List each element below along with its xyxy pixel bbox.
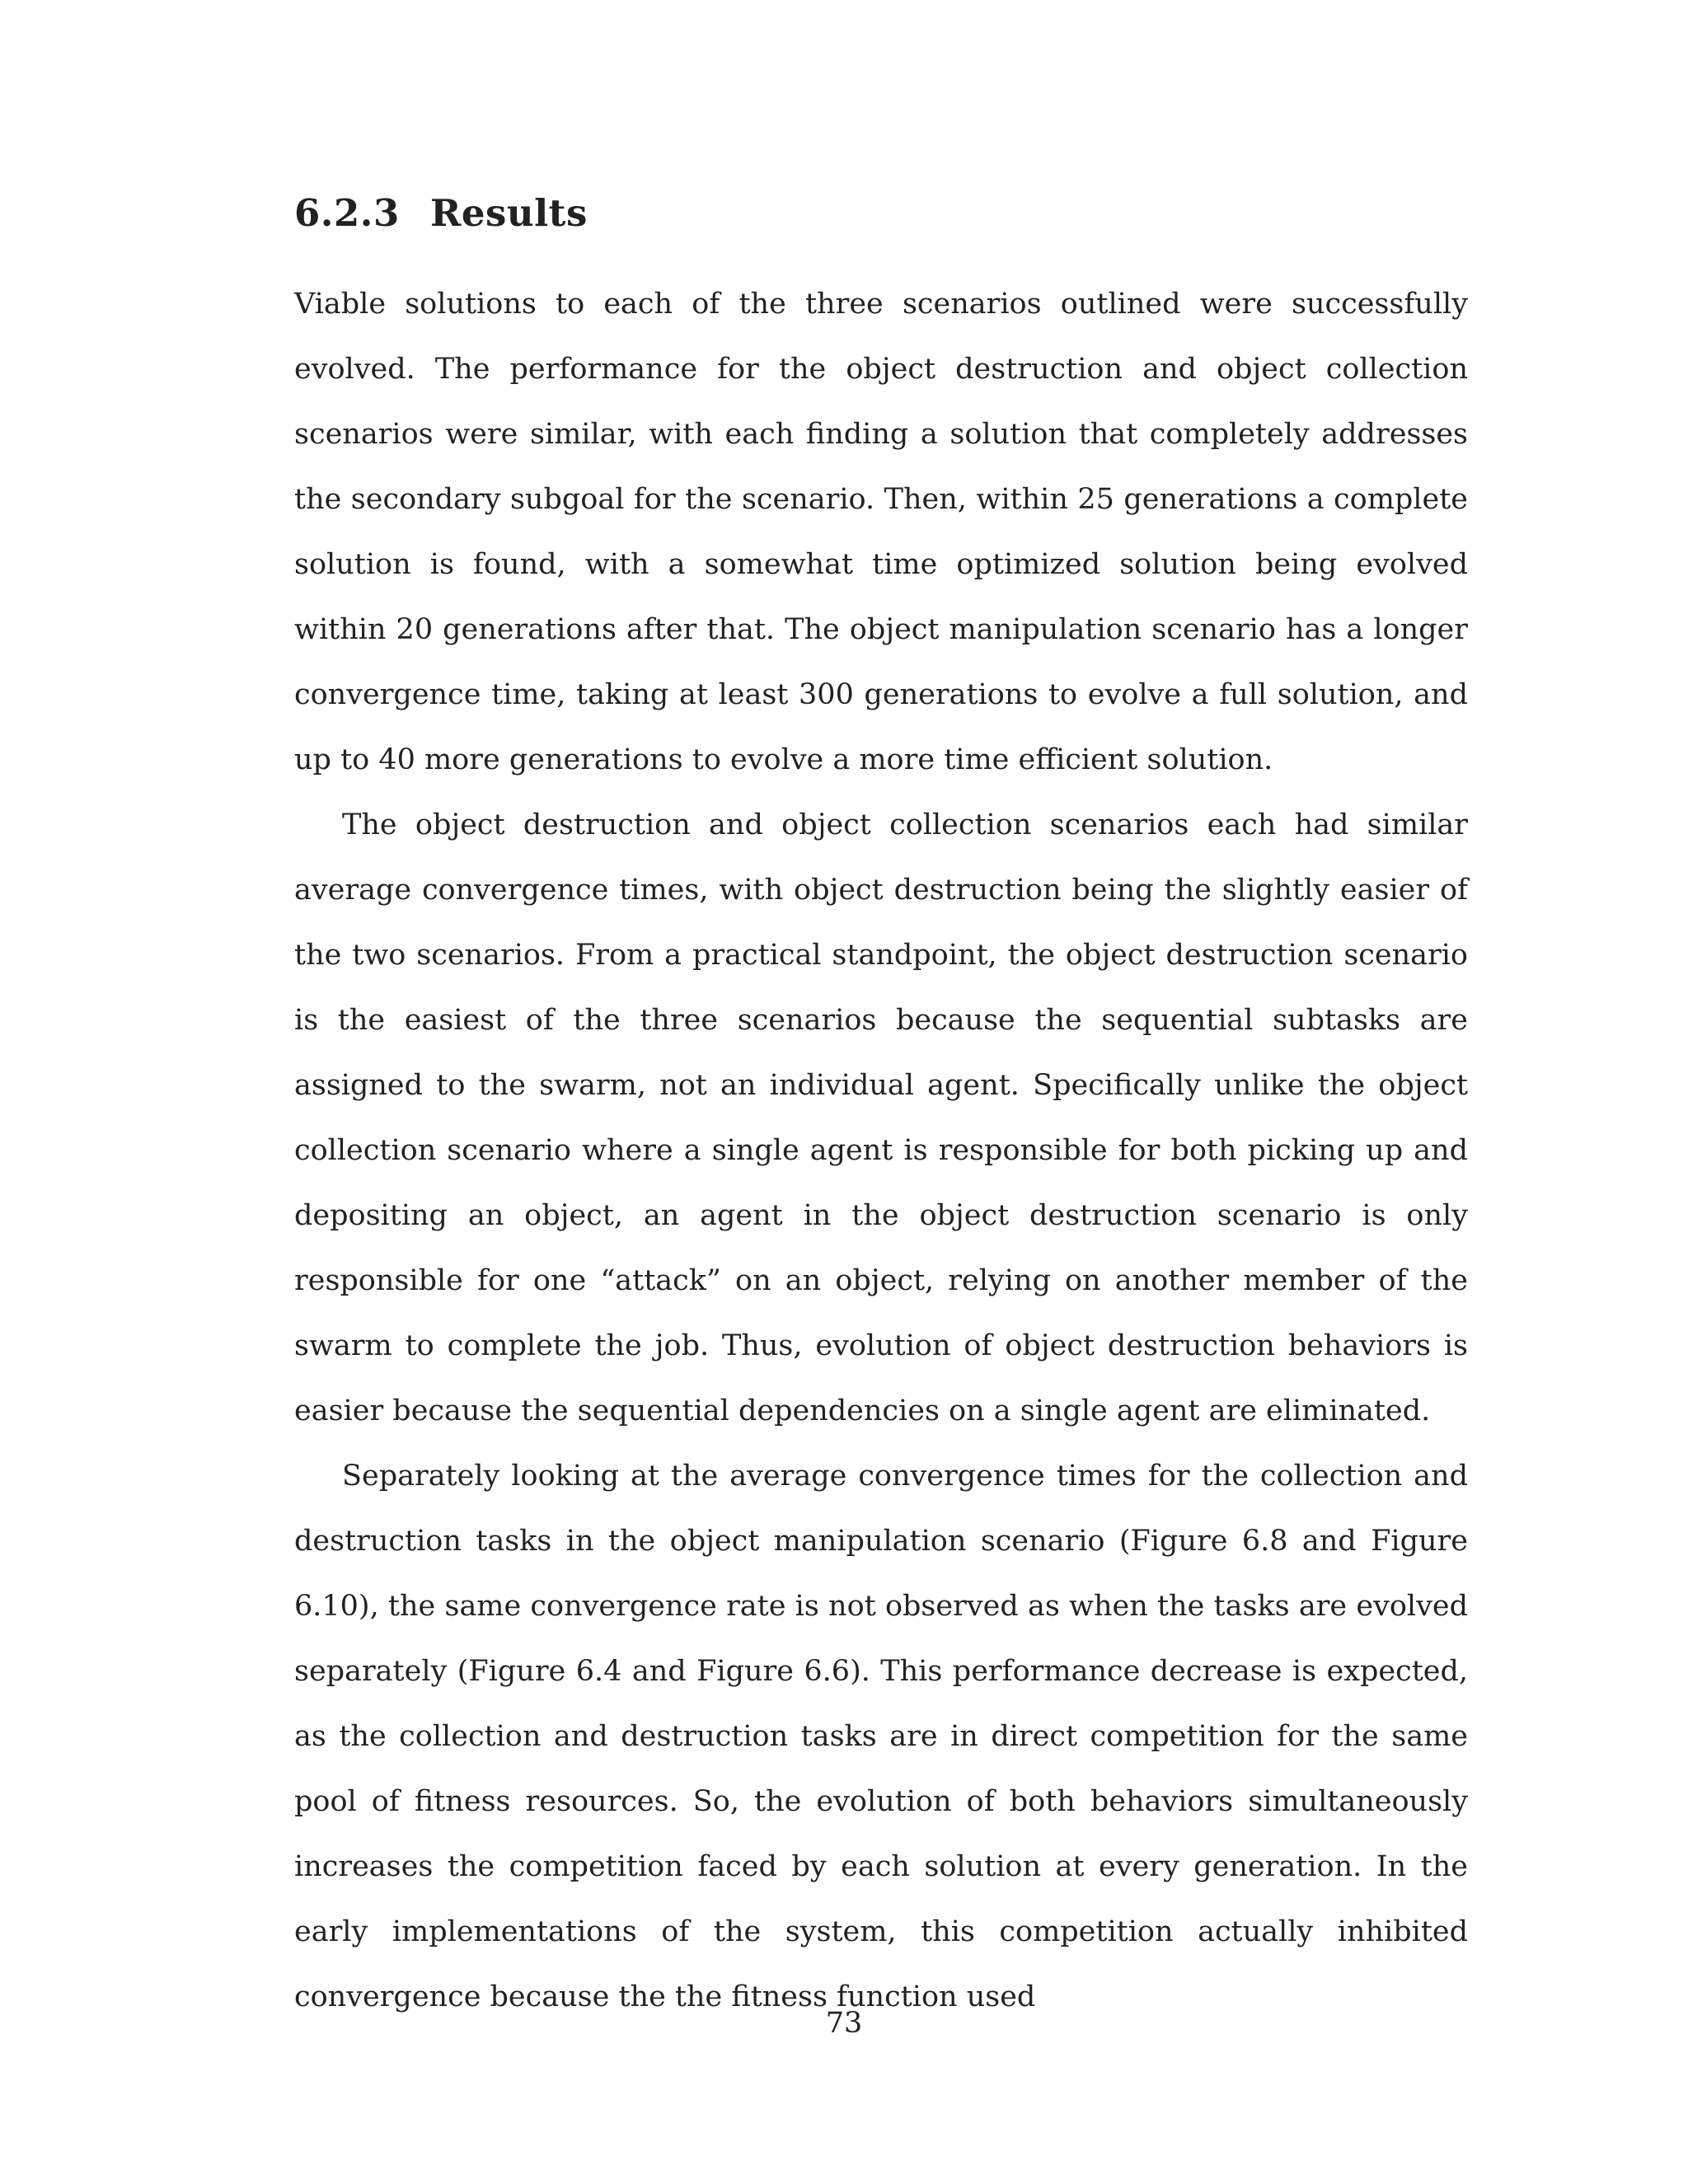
body-text — [294, 272, 1468, 2030]
section-title: Results — [430, 191, 588, 235]
page-number: 73 — [825, 2007, 863, 2040]
paragraph-2: The object destruction and object collection scenarios each had similar average convergence times, with object destruction being the slightly easier of the two scenarios. From a practical standpoint, the object destruction scenario is the easiest of the three scenarios because the sequential subtasks are assigned to the swarm, not an individual agent. Specifically unlike the object collection scenario where a single agent is responsible for both picking up and depositing an object, an agent in the object destruction scenario is only responsible for one “attack” on an object, relying on another member of the swarm to complete the job. Thus, evolution of object destruction behaviors is easier because the sequential dependencies on a single agent are eliminated. — [294, 808, 1468, 1427]
section-heading — [294, 191, 588, 235]
paragraph-3: Separately looking at the average convergence times for the collection and destruction tasks in the object manipulation scenario (Figure 6.8 and Figure 6.10), the same convergence rate is not observed as when the tasks are evolved separately (Figure 6.4 and Figure 6.6). This performance decrease is expected, as the collection and destruction tasks are in direct competition for the same pool of fitness resources. So, the evolution of both behaviors simultaneously increases the competition faced by each solution at every generation. In the early implementations of the system, this competition actually inhibited convergence because the the fitness function used — [294, 1460, 1468, 2013]
paragraph-1: Viable solutions to each of the three scenarios outlined were successfully evolved. The performance for the object destruction and object collection scenarios were similar, with each finding a solution that completely addresses the secondary subgoal for the scenario. Then, within 25 generations a complete solution is found, with a somewhat time optimized solution being evolved within 20 generations after that. The object manipulation scenario has a longer convergence time, taking at least 300 generations to evolve a full solution, and up to 40 more generations to evolve a more time efficient solution. — [294, 288, 1468, 776]
section-number: 6.2.3 — [294, 191, 400, 235]
